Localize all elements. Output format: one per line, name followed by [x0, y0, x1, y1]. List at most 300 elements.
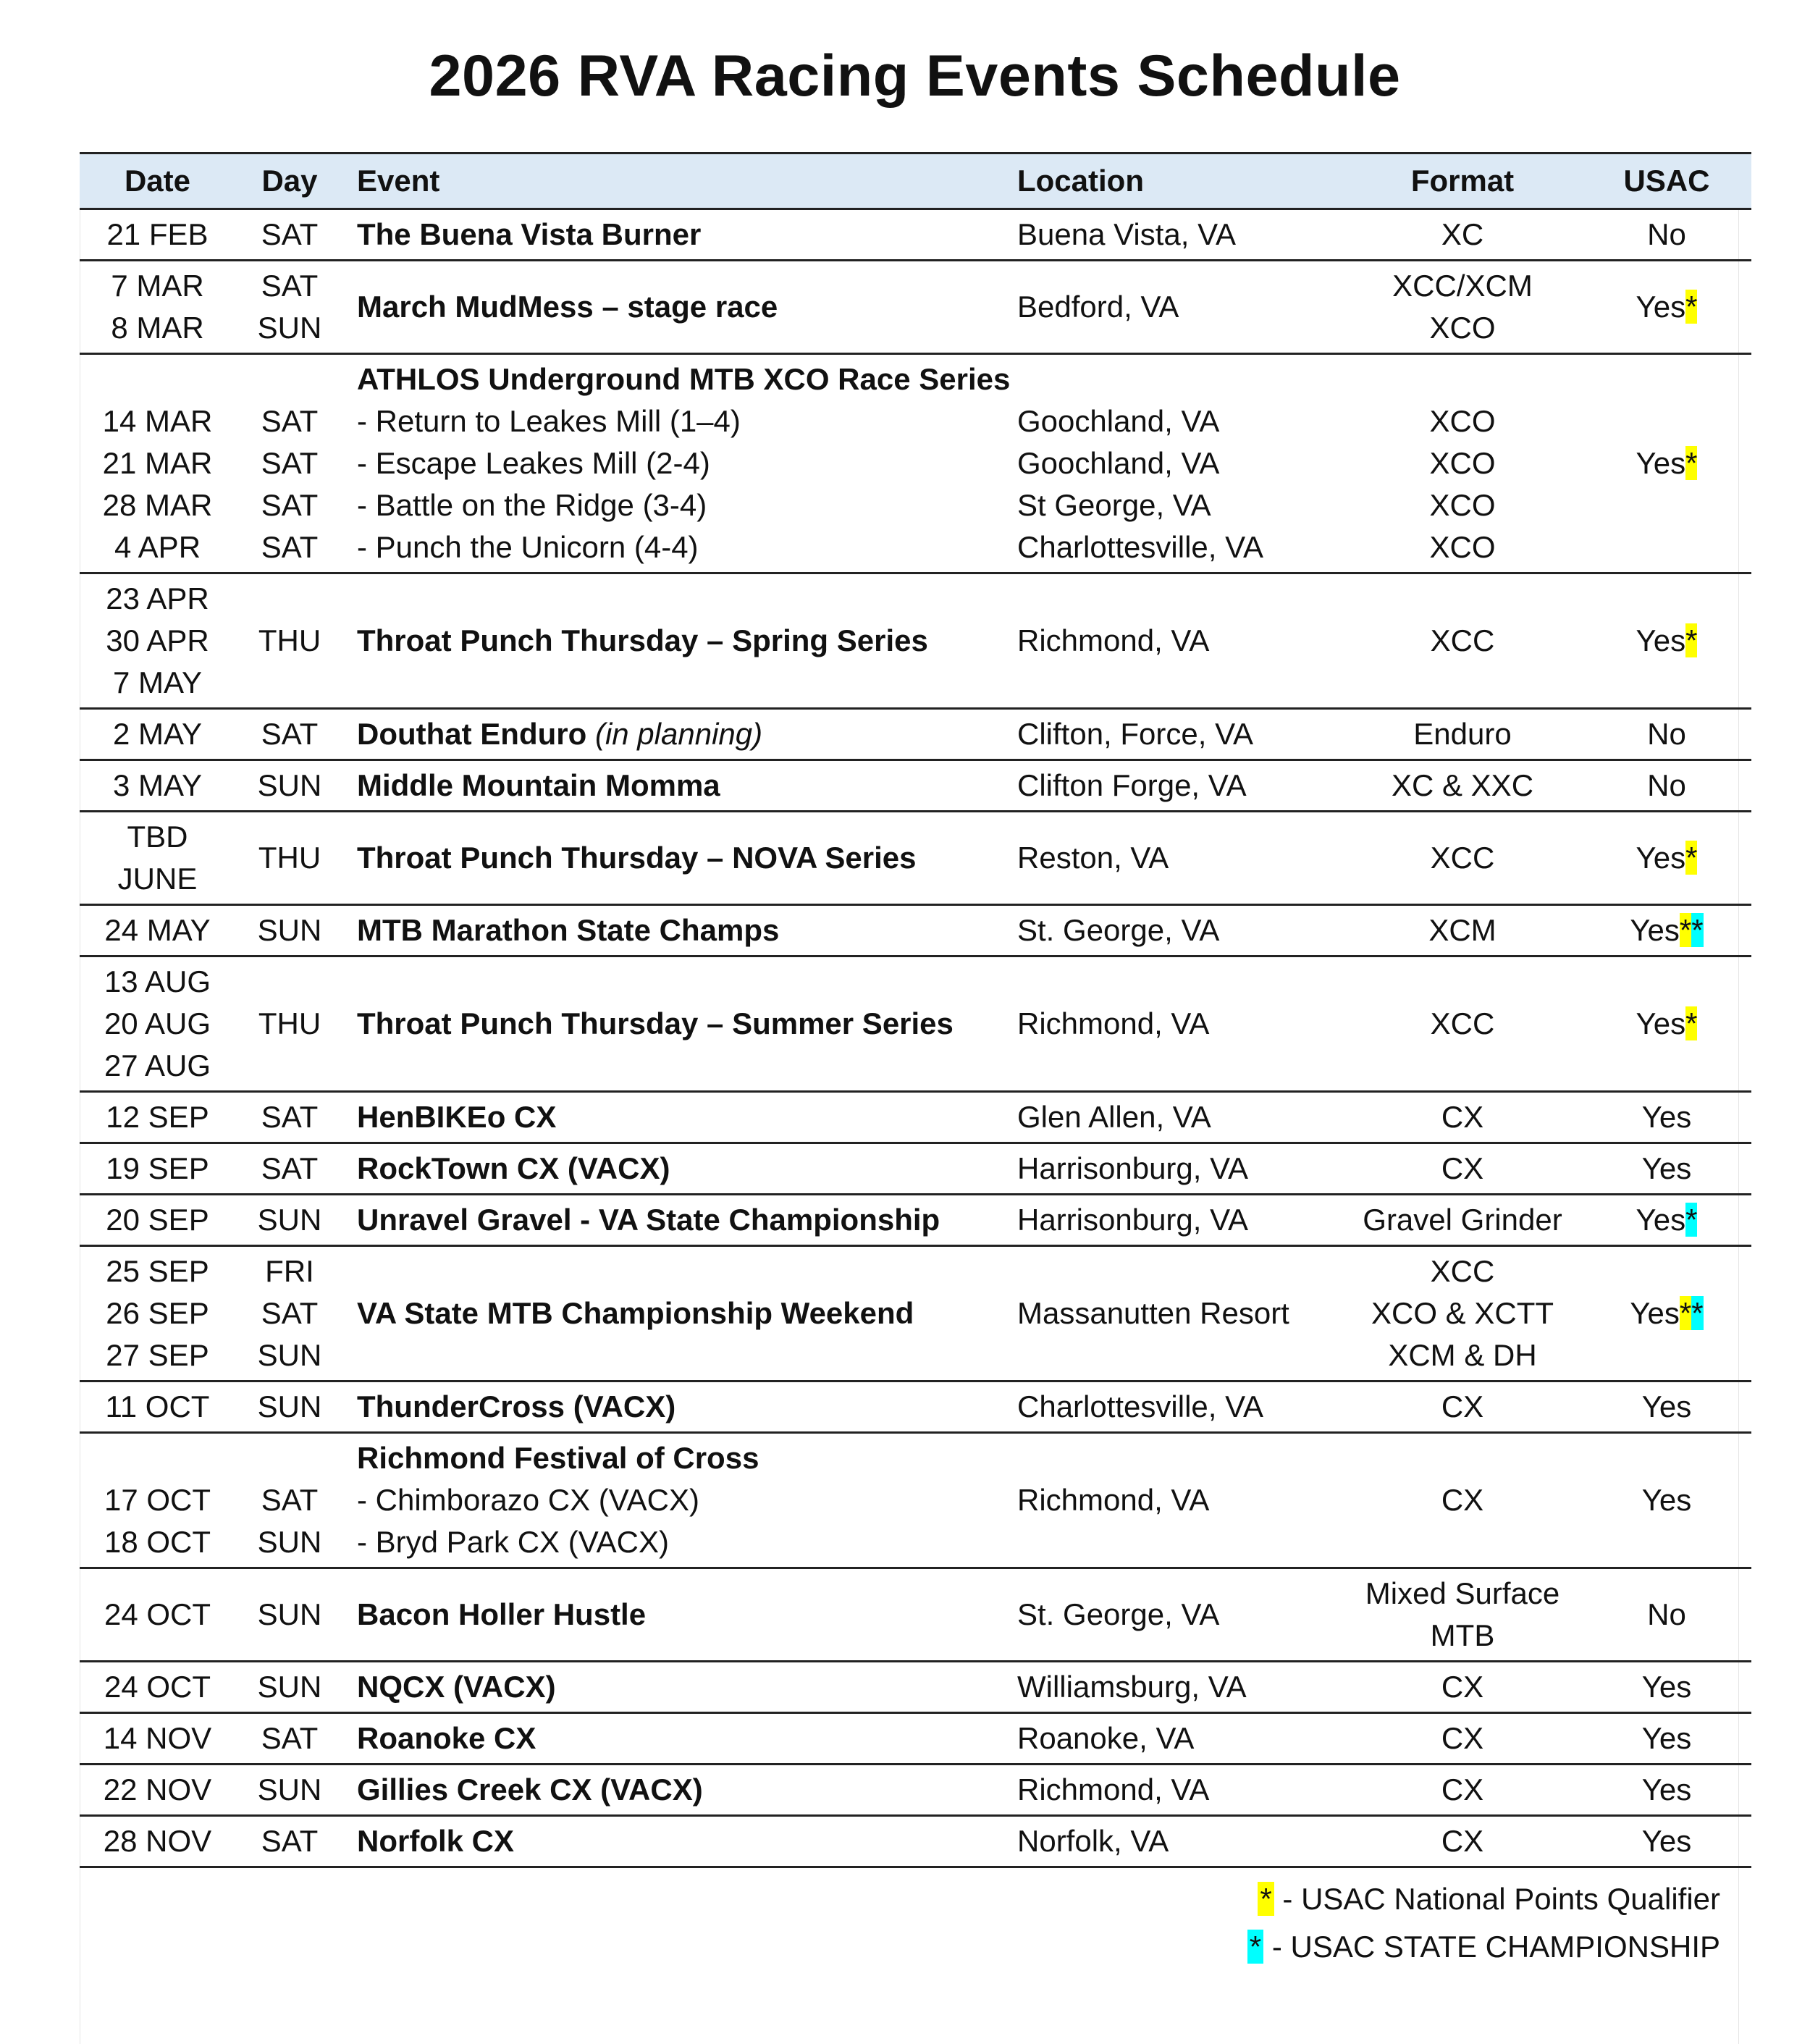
event-title-text: Throat Punch Thursday – NOVA Series	[357, 841, 917, 875]
table-row	[80, 812, 1751, 905]
location-line: Harrisonburg, VA	[1017, 1203, 1249, 1237]
event-subitem: - Chimborazo CX (VACX)	[357, 1483, 699, 1517]
format-line: Gravel Grinder	[1363, 1203, 1562, 1237]
event-title-text: Roanoke CX	[357, 1721, 536, 1755]
date-cell	[80, 956, 235, 1092]
date-cell	[80, 1092, 235, 1143]
format-cell	[1343, 1433, 1582, 1568]
table-row	[80, 1713, 1751, 1765]
date-cell	[80, 1433, 235, 1568]
format-cell	[1343, 573, 1582, 709]
table-row	[80, 1246, 1751, 1381]
format-line: XC & XXC	[1391, 768, 1534, 802]
format-cell	[1343, 1246, 1582, 1381]
date-line: 17 OCT	[104, 1483, 211, 1517]
format-line: XCC	[1430, 841, 1495, 875]
day-line: SUN	[257, 1338, 322, 1372]
usac-cell	[1582, 354, 1751, 573]
state-star-marker: *	[1685, 1203, 1698, 1237]
location-line: Roanoke, VA	[1017, 1721, 1195, 1755]
day-line: SAT	[261, 1483, 319, 1517]
location-line: Charlottesville, VA	[1017, 1389, 1264, 1423]
day-line: SAT	[261, 217, 319, 251]
day-cell	[235, 261, 344, 354]
table-row	[80, 956, 1751, 1092]
date-cell	[80, 1381, 235, 1433]
format-line: XCO & XCTT	[1371, 1296, 1554, 1330]
location-cell	[1017, 1433, 1343, 1568]
day-cell	[235, 1433, 344, 1568]
event-title-text: The Buena Vista Burner	[357, 217, 702, 251]
table-row	[80, 1568, 1751, 1662]
format-cell	[1343, 209, 1582, 261]
date-line: 12 SEP	[106, 1100, 209, 1134]
format-cell	[1343, 956, 1582, 1092]
format-cell	[1343, 709, 1582, 760]
date-line: 14 NOV	[103, 1721, 212, 1755]
location-cell	[1017, 261, 1343, 354]
day-line: THU	[258, 1006, 321, 1040]
event-title	[357, 765, 1017, 807]
day-column-header: Day	[235, 153, 344, 209]
date-line: 4 APR	[114, 530, 201, 564]
day-line: SAT	[261, 488, 319, 522]
date-cell	[80, 1765, 235, 1816]
format-line: XCO	[1429, 488, 1496, 522]
date-line: 18 OCT	[104, 1525, 211, 1559]
national-star-marker: *	[1685, 841, 1698, 875]
format-cell	[1343, 354, 1582, 573]
event-subitem: - Escape Leakes Mill (2-4)	[357, 446, 710, 480]
day-line: SUN	[257, 1670, 322, 1704]
event-cell	[344, 956, 1017, 1092]
usac-value: Yes	[1636, 1203, 1686, 1237]
day-cell	[235, 209, 344, 261]
event-cell	[344, 573, 1017, 709]
day-line: SAT	[261, 1100, 319, 1134]
location-line: Norfolk, VA	[1017, 1824, 1169, 1858]
location-line: Richmond, VA	[1017, 1006, 1210, 1040]
location-cell	[1017, 573, 1343, 709]
usac-cell	[1582, 1092, 1751, 1143]
format-line: XCO	[1429, 446, 1496, 480]
event-cell	[344, 354, 1017, 573]
format-line: CX	[1441, 1772, 1484, 1807]
day-line: SUN	[257, 311, 322, 345]
date-cell	[80, 1713, 235, 1765]
national-star-marker: *	[1679, 913, 1692, 947]
date-cell	[80, 354, 235, 573]
day-line: THU	[258, 623, 321, 657]
event-title	[357, 1769, 1017, 1811]
event-title-text: ThunderCross (VACX)	[357, 1389, 676, 1423]
date-column-header: Date	[80, 153, 235, 209]
date-cell	[80, 760, 235, 812]
location-cell	[1017, 956, 1343, 1092]
day-line: SUN	[257, 1772, 322, 1807]
location-line: Richmond, VA	[1017, 1483, 1210, 1517]
event-title-text: Norfolk CX	[357, 1824, 515, 1858]
location-cell	[1017, 1246, 1343, 1381]
header-row	[80, 153, 1751, 209]
format-cell	[1343, 1381, 1582, 1433]
usac-value: No	[1647, 1597, 1686, 1631]
usac-value: Yes	[1641, 1483, 1692, 1517]
format-cell	[1343, 261, 1582, 354]
usac-value: Yes	[1636, 1006, 1686, 1040]
format-line: MTB	[1430, 1618, 1495, 1652]
event-title-text: March MudMess – stage race	[357, 290, 778, 324]
date-line: 13 AUG	[104, 964, 211, 998]
date-cell	[80, 812, 235, 905]
day-cell	[235, 905, 344, 956]
day-line: SAT	[261, 1721, 319, 1755]
format-line: XCC	[1430, 1254, 1495, 1288]
event-column-header: Event	[344, 153, 1017, 209]
day-cell	[235, 1662, 344, 1713]
usac-cell	[1582, 812, 1751, 905]
location-line: Richmond, VA	[1017, 1772, 1210, 1807]
event-title	[357, 1003, 1017, 1045]
format-line	[1343, 358, 1582, 400]
day-line: SUN	[257, 1597, 322, 1631]
table-row	[80, 1381, 1751, 1433]
location-cell	[1017, 1816, 1343, 1867]
day-line: SUN	[257, 913, 322, 947]
location-cell	[1017, 1662, 1343, 1713]
location-line: Goochland, VA	[1017, 404, 1220, 438]
format-line: XCC	[1430, 623, 1495, 657]
usac-value: Yes	[1641, 1772, 1692, 1807]
date-line: 24 OCT	[104, 1597, 211, 1631]
format-line: XCO	[1429, 530, 1496, 564]
format-line: XCM & DH	[1388, 1338, 1537, 1372]
format-line: CX	[1441, 1151, 1484, 1185]
schedule-table	[80, 152, 1751, 1868]
table-row	[80, 760, 1751, 812]
day-cell	[235, 956, 344, 1092]
day-line: SAT	[261, 1151, 319, 1185]
day-cell	[235, 1765, 344, 1816]
event-title	[357, 1437, 1017, 1479]
date-line	[80, 358, 235, 400]
date-cell	[80, 573, 235, 709]
usac-value: Yes	[1630, 913, 1680, 947]
table-row	[80, 1816, 1751, 1867]
event-title	[357, 837, 1017, 879]
day-line	[235, 1437, 344, 1479]
date-line: 25 SEP	[106, 1254, 209, 1288]
event-title	[357, 1594, 1017, 1636]
table-row	[80, 354, 1751, 573]
date-line: 21 MAR	[102, 446, 213, 480]
usac-cell	[1582, 905, 1751, 956]
day-line: FRI	[265, 1254, 314, 1288]
day-cell	[235, 1246, 344, 1381]
table-row	[80, 573, 1751, 709]
location-line: Buena Vista, VA	[1017, 217, 1236, 251]
schedule-body	[80, 209, 1751, 1867]
table-row	[80, 709, 1751, 760]
date-line: 24 MAY	[104, 913, 211, 947]
state-star-marker: *	[1691, 1296, 1704, 1330]
location-cell	[1017, 709, 1343, 760]
legend-national-text: - USAC National Points Qualifier	[1282, 1882, 1720, 1916]
day-cell	[235, 812, 344, 905]
location-cell	[1017, 812, 1343, 905]
format-cell	[1343, 1568, 1582, 1662]
location-cell	[1017, 1713, 1343, 1765]
usac-value: Yes	[1641, 1151, 1692, 1185]
usac-cell	[1582, 1381, 1751, 1433]
format-line: XCC	[1430, 1006, 1495, 1040]
event-title-text: VA State MTB Championship Weekend	[357, 1296, 914, 1330]
event-title	[357, 1199, 1017, 1241]
location-line: Harrisonburg, VA	[1017, 1151, 1249, 1185]
table-row	[80, 1765, 1751, 1816]
date-line: 23 APR	[106, 581, 209, 615]
date-line: 7 MAR	[111, 269, 204, 303]
format-line: CX	[1441, 1100, 1484, 1134]
day-line	[235, 358, 344, 400]
location-cell	[1017, 1381, 1343, 1433]
legend	[1247, 1875, 1720, 1971]
table-row	[80, 1433, 1751, 1568]
event-title-text: Unravel Gravel - VA State Championship	[357, 1203, 940, 1237]
event-cell	[344, 1765, 1017, 1816]
usac-value: Yes	[1641, 1100, 1692, 1134]
format-line: Mixed Surface	[1365, 1576, 1560, 1610]
event-subitem: - Battle on the Ridge (3-4)	[357, 488, 707, 522]
event-title-text: Middle Mountain Momma	[357, 768, 720, 802]
location-line: Charlottesville, VA	[1017, 530, 1264, 564]
usac-column-header: USAC	[1582, 153, 1751, 209]
usac-cell	[1582, 1143, 1751, 1195]
national-star-marker: *	[1685, 290, 1698, 324]
event-title	[357, 358, 1017, 400]
location-line: St George, VA	[1017, 488, 1211, 522]
usac-cell	[1582, 1765, 1751, 1816]
day-line: SAT	[261, 1296, 319, 1330]
date-line: 7 MAY	[113, 665, 202, 699]
date-cell	[80, 1246, 235, 1381]
table-row	[80, 1195, 1751, 1246]
location-cell	[1017, 1143, 1343, 1195]
usac-value: Yes	[1636, 290, 1686, 324]
day-line: SUN	[257, 1389, 322, 1423]
format-cell	[1343, 1195, 1582, 1246]
national-star-marker: *	[1685, 1006, 1698, 1040]
day-line: SUN	[257, 1525, 322, 1559]
usac-value: Yes	[1641, 1389, 1692, 1423]
legend-state-text: - USAC STATE CHAMPIONSHIP	[1271, 1930, 1720, 1964]
date-line: 2 MAY	[113, 717, 202, 751]
event-title	[357, 286, 1017, 328]
table-row	[80, 1092, 1751, 1143]
day-cell	[235, 709, 344, 760]
usac-value: Yes	[1630, 1296, 1680, 1330]
date-line: 28 NOV	[103, 1824, 212, 1858]
national-star-marker: *	[1685, 623, 1698, 657]
event-title	[357, 909, 1017, 951]
date-line: 20 SEP	[106, 1203, 209, 1237]
usac-value: Yes	[1641, 1670, 1692, 1704]
event-cell	[344, 1195, 1017, 1246]
event-subitem: - Punch the Unicorn (4-4)	[357, 530, 699, 564]
event-title-text: RockTown CX (VACX)	[357, 1151, 670, 1185]
day-line: THU	[258, 841, 321, 875]
event-title	[357, 1096, 1017, 1138]
day-cell	[235, 1713, 344, 1765]
event-note: (in planning)	[594, 717, 763, 751]
day-line: SAT	[261, 269, 319, 303]
location-column-header: Location	[1017, 153, 1343, 209]
usac-cell	[1582, 709, 1751, 760]
day-line: SUN	[257, 1203, 322, 1237]
event-title	[357, 214, 1017, 256]
event-title-text: NQCX (VACX)	[357, 1670, 556, 1704]
event-cell	[344, 1433, 1017, 1568]
date-line: TBD	[127, 820, 188, 854]
day-cell	[235, 1195, 344, 1246]
date-cell	[80, 1816, 235, 1867]
event-title-text: Richmond Festival of Cross	[357, 1441, 759, 1475]
date-cell	[80, 905, 235, 956]
location-line: Reston, VA	[1017, 841, 1169, 875]
usac-cell	[1582, 261, 1751, 354]
event-title-text: MTB Marathon State Champs	[357, 913, 780, 947]
table-row	[80, 261, 1751, 354]
day-cell	[235, 1816, 344, 1867]
legend-national	[1247, 1875, 1720, 1923]
event-title	[357, 713, 1017, 755]
event-subitem: - Return to Leakes Mill (1–4)	[357, 404, 741, 438]
day-cell	[235, 1092, 344, 1143]
date-cell	[80, 261, 235, 354]
location-line: Clifton, Force, VA	[1017, 717, 1253, 751]
location-cell	[1017, 209, 1343, 261]
usac-cell	[1582, 573, 1751, 709]
format-line: XCM	[1428, 913, 1497, 947]
location-cell	[1017, 1765, 1343, 1816]
location-line: Williamsburg, VA	[1017, 1670, 1247, 1704]
event-cell	[344, 760, 1017, 812]
format-cell	[1343, 1662, 1582, 1713]
event-cell	[344, 1246, 1017, 1381]
event-title-text: Bacon Holler Hustle	[357, 1597, 647, 1631]
usac-cell	[1582, 956, 1751, 1092]
day-cell	[235, 354, 344, 573]
format-line: XCO	[1429, 404, 1496, 438]
format-line: CX	[1441, 1389, 1484, 1423]
date-line: 14 MAR	[102, 404, 213, 438]
event-title-text: Throat Punch Thursday – Summer Series	[357, 1006, 954, 1040]
date-line: 21 FEB	[106, 217, 209, 251]
table-row	[80, 209, 1751, 261]
usac-cell	[1582, 1816, 1751, 1867]
event-cell	[344, 209, 1017, 261]
date-cell	[80, 209, 235, 261]
date-line	[80, 1437, 235, 1479]
date-cell	[80, 1662, 235, 1713]
day-cell	[235, 1143, 344, 1195]
format-line: XCC/XCM	[1392, 269, 1533, 303]
date-line: 30 APR	[106, 623, 209, 657]
format-cell	[1343, 1713, 1582, 1765]
usac-value: No	[1647, 217, 1686, 251]
event-title	[357, 1148, 1017, 1190]
usac-value: No	[1647, 717, 1686, 751]
format-line: CX	[1441, 1824, 1484, 1858]
format-cell	[1343, 1092, 1582, 1143]
usac-value: Yes	[1641, 1824, 1692, 1858]
day-line: SAT	[261, 530, 319, 564]
event-title-text: Gillies Creek CX (VACX)	[357, 1772, 703, 1807]
date-line: 8 MAR	[111, 311, 204, 345]
event-cell	[344, 1092, 1017, 1143]
location-cell	[1017, 1568, 1343, 1662]
usac-value: Yes	[1636, 841, 1686, 875]
day-cell	[235, 1568, 344, 1662]
day-cell	[235, 1381, 344, 1433]
usac-cell	[1582, 1568, 1751, 1662]
date-cell	[80, 1195, 235, 1246]
date-line: 11 OCT	[105, 1389, 210, 1423]
event-cell	[344, 1143, 1017, 1195]
format-cell	[1343, 1816, 1582, 1867]
day-line: SAT	[261, 404, 319, 438]
day-line: SAT	[261, 446, 319, 480]
event-title	[357, 620, 1017, 662]
national-star-marker: *	[1258, 1882, 1274, 1916]
date-line: 26 SEP	[106, 1296, 209, 1330]
location-line	[1017, 358, 1343, 400]
location-cell	[1017, 760, 1343, 812]
format-line: CX	[1441, 1670, 1484, 1704]
format-cell	[1343, 1765, 1582, 1816]
format-cell	[1343, 760, 1582, 812]
location-line: Bedford, VA	[1017, 290, 1179, 324]
date-line: 22 NOV	[103, 1772, 212, 1807]
format-line: XC	[1441, 217, 1484, 251]
day-cell	[235, 573, 344, 709]
event-title	[357, 1820, 1017, 1862]
usac-cell	[1582, 760, 1751, 812]
format-cell	[1343, 1143, 1582, 1195]
location-line: St. George, VA	[1017, 913, 1220, 947]
date-line: 28 MAR	[102, 488, 213, 522]
event-title-text: ATHLOS Underground MTB XCO Race Series	[357, 362, 1011, 396]
event-title-text: HenBIKEo CX	[357, 1100, 557, 1134]
usac-value: No	[1647, 768, 1686, 802]
event-cell	[344, 1381, 1017, 1433]
date-cell	[80, 1143, 235, 1195]
state-star-marker: *	[1691, 913, 1704, 947]
event-cell	[344, 1568, 1017, 1662]
format-cell	[1343, 905, 1582, 956]
usac-value: Yes	[1636, 623, 1686, 657]
event-title	[357, 1717, 1017, 1759]
day-cell	[235, 760, 344, 812]
event-cell	[344, 1816, 1017, 1867]
location-line: Massanutten Resort	[1017, 1296, 1289, 1330]
date-line: 3 MAY	[113, 768, 202, 802]
location-cell	[1017, 905, 1343, 956]
event-subitem: - Bryd Park CX (VACX)	[357, 1525, 669, 1559]
day-line: SAT	[261, 1824, 319, 1858]
event-cell	[344, 1662, 1017, 1713]
event-cell	[344, 709, 1017, 760]
